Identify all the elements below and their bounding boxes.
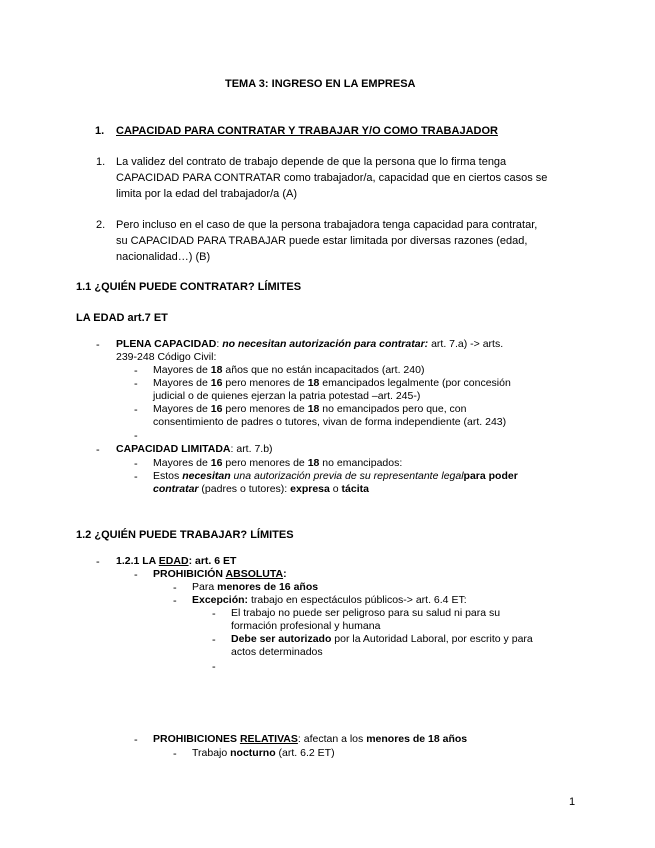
item1-number: 1.: [96, 156, 106, 168]
bullet-dash: -: [96, 556, 100, 568]
page-title: TEMA 3: INGRESO EN LA EMPRESA: [225, 78, 416, 90]
excepcion-item1-line2: formación profesional y humana: [231, 620, 381, 632]
bullet-dash: -: [96, 339, 100, 351]
section-1-1-heading: 1.1 ¿QUIÉN PUEDE CONTRATAR? LÍMITES: [76, 281, 302, 293]
item1-line1: La validez del contrato de trabajo depende de que la persona que lo firma tenga: [116, 156, 507, 168]
page-number: 1: [569, 796, 576, 808]
bullet-dash: -: [134, 378, 138, 390]
plena-item3-line2: consentimiento de padres o tutores, vivan de forma independiente (art. 243): [153, 416, 507, 428]
item2-line2: su CAPACIDAD PARA TRABAJAR puede estar limitada por diversas razones (edad,: [116, 235, 528, 247]
bullet-dash: -: [212, 634, 216, 646]
plena-item3: Mayores de 16 pero menores de 18 no emancipados pero que, con: [153, 403, 467, 415]
plena-rest: art. 7.a) -> arts.: [428, 338, 504, 350]
limitada-item2-line2: contratar (padres o tutores): expresa o tácita: [153, 483, 369, 495]
absoluta-item2: Excepción: trabajo en espectáculos públicos-> art. 6.4 ET:: [192, 594, 467, 606]
relativas-item1: Trabajo nocturno (art. 6.2 ET): [192, 747, 335, 759]
plena-item2-line2: judicial o de quienes ejerzan la patria potestad –art. 245-): [153, 390, 421, 402]
item2-line1: Pero incluso en el caso de que la persona trabajadora tenga capacidad para contratar,: [116, 219, 538, 231]
section-1-2-heading: 1.2 ¿QUIÉN PUEDE TRABAJAR? LÍMITES: [76, 529, 294, 541]
prohibiciones-relativas: PROHIBICIONES RELATIVAS: afectan a los menores de 18 años: [153, 733, 468, 745]
bullet-dash: -: [134, 404, 138, 416]
plena-item1: Mayores de 18 años que no están incapacitados (art. 240): [153, 364, 425, 376]
plena-bold-italic: no necesitan autorización para contratar:: [222, 338, 429, 350]
section1-number: 1.: [95, 125, 105, 137]
excepcion-item2: Debe ser autorizado por la Autoridad Laboral, por escrito y para: [231, 633, 533, 645]
plena-line2: 239-248 Código Civil:: [116, 351, 217, 363]
excepcion-item1: El trabajo no puede ser peligroso para su salud ni para su: [231, 607, 501, 619]
limitada-item2: Estos necesitan una autorización previa de su representante legalpara poder: [153, 470, 518, 482]
bullet-dash: -: [134, 471, 138, 483]
item2-line3: nacionalidad…) (B): [116, 251, 211, 263]
bullet-dash: -: [134, 734, 138, 746]
plena-item2: Mayores de 16 pero menores de 18 emancipados legalmente (por concesión: [153, 377, 511, 389]
edad-heading: LA EDAD art.7 ET: [76, 312, 168, 324]
capacidad-limitada-line: CAPACIDAD LIMITADA: art. 7.b): [116, 443, 273, 455]
bullet-dash: -: [212, 661, 216, 673]
bullet-dash: -: [134, 365, 138, 377]
bullet-dash: -: [173, 582, 177, 594]
plena-capacidad-line: [116, 338, 503, 351]
section1-heading: CAPACIDAD PARA CONTRATAR Y TRABAJAR Y/O COMO TRABAJADOR: [116, 125, 498, 137]
excepcion-item2-line2: actos determinados: [231, 646, 323, 658]
plena-colon: :: [216, 338, 223, 350]
bullet-dash: -: [173, 748, 177, 760]
bullet-dash: -: [134, 569, 138, 581]
bullet-dash: -: [134, 430, 138, 442]
limitada-item1: Mayores de 16 pero menores de 18 no emancipados:: [153, 457, 403, 469]
bullet-dash: -: [96, 444, 100, 456]
item1-line3: limita por la edad del trabajador/a (A): [116, 188, 297, 200]
bullet-dash: -: [212, 608, 216, 620]
bullet-dash: -: [134, 458, 138, 470]
bullet-dash: -: [173, 595, 177, 607]
plena-label: PLENA CAPACIDAD: [116, 338, 217, 350]
item1-line2: CAPACIDAD PARA CONTRATAR como trabajador/a, capacidad que en ciertos casos se: [116, 172, 548, 184]
edad-subheading: 1.2.1 LA EDAD: art. 6 ET: [116, 555, 237, 567]
absoluta-item1: Para menores de 16 años: [192, 581, 319, 593]
item2-number: 2.: [96, 219, 106, 231]
prohibicion-absoluta: PROHIBICIÓN ABSOLUTA:: [153, 568, 287, 580]
